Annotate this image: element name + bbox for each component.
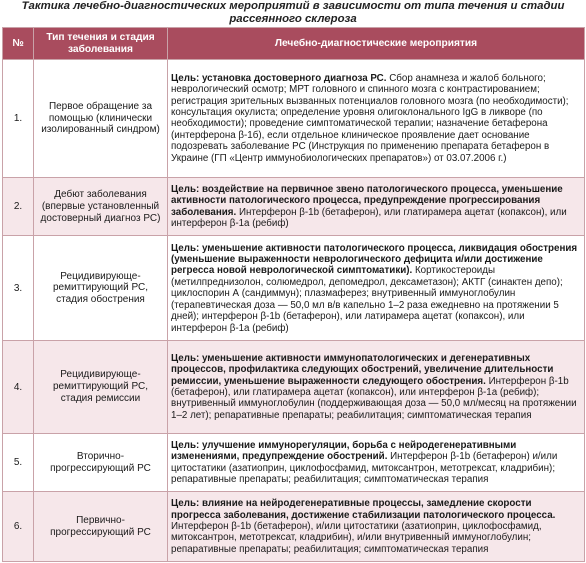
row-text: Интерферон β-1b (бетаферон), или глатирамера ацетат (копаксон), или интерферон β-1а (ребиф); внутривенный иммуноглобулин (поддерживающая доза — 50,0 мл/месяц на протяжении 1–2 лет); репаративные препараты; реабилитация; симптоматическая терапия (171, 375, 577, 421)
row-number: 2. (3, 177, 34, 235)
row-stage: Первично-прогрессирующий РС (34, 492, 168, 562)
table-body (3, 60, 585, 562)
row-number: 6. (3, 492, 34, 562)
row-text: Интерферон β-1b (бетаферон), или глатирамера ацетат (копаксон), или интерферон β-1а (ребиф) (171, 206, 567, 230)
row-stage: Первое обращение за помощью (клинически изолированный синдром) (34, 60, 168, 178)
row-goal: Цель: влияние на нейродегенеративные процессы, замедление скорости прогресса заболевания, достижение стабилизации патологического процесса. (171, 498, 556, 521)
row-number: 4. (3, 341, 34, 434)
row-number: 5. (3, 433, 34, 491)
row-goal: Цель: улучшение иммунорегуляции, борьба с нейродегенеративными изменениями, предупреждение обострений. (171, 439, 517, 463)
row-stage: Рецидивирующе-ремиттирующий РС, стадия обострения (34, 236, 168, 341)
table-row (3, 236, 585, 341)
row-stage: Рецидивирующе-ремиттирующий РС, стадия ремиссии (34, 341, 168, 434)
row-number: 1. (3, 60, 34, 178)
row-measures (168, 177, 585, 235)
row-text: Кортикостероиды (метилпреднизолон, солюмедрол, депомедрол, дексаметазон); АКТГ (синактен депо); циклоспорин А (сандиммун); плазмаферез; внутривенный иммуноглобулин (терапевтическая доза — 50,0 мл в/в капельно 1–2 раза ежедневно на протяжении 5 дней); интерферон β-1b (бетаферон), или латирамера ацетат (копаксон), или интерферон β-1а (ребиф) (171, 265, 563, 334)
row-text: Интерферон β-1b (бетаферон) и/или цитостатики (азатиоприн, циклофосфамид, митоксантрон, метотрексат, кладрибин); репаративные препараты; реабилитация; симптоматическая терапия (171, 451, 558, 486)
header-row (3, 28, 585, 60)
row-stage: Вторично-прогрессирующий РС (34, 433, 168, 491)
row-goal: Цель: уменьшение активности иммунопатологических и дегенеративных процессов, профилактика следующих обострений, увеличение длительности ремиссии, уменьшение выраженности следующего обострения. (171, 352, 554, 387)
table-row (3, 433, 585, 491)
row-measures (168, 60, 585, 178)
table-row (3, 492, 585, 562)
header-stage: Тип течения и стадия заболевания (34, 28, 168, 60)
table-row (3, 177, 585, 235)
treatment-tactics-table (2, 27, 585, 562)
row-goal: Цель: установка достоверного диагноза РС. (171, 72, 387, 84)
row-goal: Цель: уменьшение активности патологического процесса, ликвидация обострения (уменьшение выраженности неврологического дефицита и/или достижение регресса новой неврологической симптоматики). (171, 242, 578, 277)
row-text: Интерферон β-1b (бетаферон), и/или цитостатики (азатиоприн, циклофосфамид, митоксантрон, метотрексат, кладрибин), и/или внутривенный иммуноглобулин; репаративные препараты; реабилитация; симптоматическая терапия (171, 521, 542, 555)
row-measures (168, 492, 585, 562)
table-title: Тактика лечебно-диагностических мероприятий в зависимости от типа течения и стадии рассеянного склероза (21, 0, 565, 25)
table-header (3, 28, 585, 60)
table-row (3, 60, 585, 178)
row-measures (168, 341, 585, 434)
row-measures (168, 433, 585, 491)
row-text: Сбор анамнеза и жалоб больного; неврологический осмотр; МРТ головного и спинного мозга с контрастированием; регистрация зрительных вызванных потенциалов головного мозга (по необходимости); консультация окулиста; определение уровня олигоклонального IgG в ликворе (по необходимости); проведение симптоматической терапии; назначение бетаферона (интерферона β-1б), если отдельное клиническое проявление дает основание подозревать заболевание РС (Инструкция по применению препарата бетаферон в Украине (ГП «Центр иммунобиологических препаратов») от 03.07.2006 г.) (171, 72, 569, 164)
row-stage: Дебют заболевания (впервые установленный достоверный диагноз РС) (34, 177, 168, 235)
header-measures: Лечебно-диагностические мероприятия (168, 28, 585, 60)
row-number: 3. (3, 236, 34, 341)
table-row (3, 341, 585, 434)
row-measures (168, 236, 585, 341)
row-goal: Цель: воздействие на первичное звено патологического процесса, уменьшение активности патологического процесса, предупреждение прогрессирования заболевания. (171, 183, 563, 218)
header-num: № (3, 28, 34, 60)
